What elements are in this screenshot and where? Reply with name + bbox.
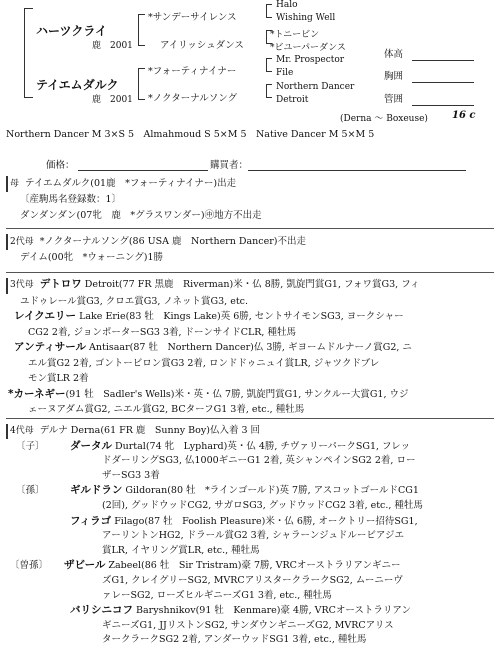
height-label: 体高 xyxy=(384,49,404,60)
fourth-dam-tag: 4代母 xyxy=(6,424,36,439)
dam-section xyxy=(6,176,494,224)
sire-meta: 鹿 2001 xyxy=(92,41,133,51)
price-label: 価格： xyxy=(46,160,75,171)
second-dam-tag: 2代母 xyxy=(6,234,36,250)
cannon-field[interactable] xyxy=(412,105,474,106)
sire-sire: *サンデーサイレンス xyxy=(148,12,237,23)
relation-label: 〔子〕 xyxy=(16,440,45,452)
descendant-name: ザビール xyxy=(64,559,106,572)
ggs-7: Northern Dancer xyxy=(276,82,355,92)
third-dam-tag: 3代母 xyxy=(6,278,36,294)
descendant-text: Durtal(74 牝 Lyphard)英・仏 4勝, チヴァリーパークSG1, フレッ xyxy=(112,440,411,452)
third-dam-name: デトロワ xyxy=(39,278,82,290)
descendant-cont: ギニーズG1, JJリストンSG2, サンダウンギニーズG2, MVRCアリス xyxy=(102,619,394,631)
descendant-text: Zabeel(86 牡 Sir Tristram)豪 7勝, VRCオーストラリアンギニー xyxy=(105,560,401,572)
progeny-name: アンティサール xyxy=(14,341,87,353)
descendant-name: フィラゴ xyxy=(70,514,112,527)
second-dam-section xyxy=(6,234,494,266)
buyer-label: 購買者： xyxy=(210,160,249,171)
progeny-cont: ェーヌアダム賞G2, ニエル賞G2, BCターフG1 3着, etc., 種牡馬 xyxy=(28,404,305,415)
price-field[interactable] xyxy=(78,170,208,171)
relation-label: 〔曽孫〕 xyxy=(10,560,49,572)
descendant-cont: ザーSG3 3着 xyxy=(102,469,160,481)
progeny-cont: CG2 2着, ジョンポーターSG3 3着, ドーンサイドCLR, 種牡馬 xyxy=(28,326,296,338)
dam-line: テイエムダルク(01鹿 *フォーティナイナー)出走 xyxy=(25,178,237,189)
family-number: 16 c xyxy=(452,110,476,121)
second-dam-foal: デイム(00牝 *ウォーニング)1勝 xyxy=(20,252,164,263)
progeny-name: レイクエリー xyxy=(14,310,77,322)
ggs-2: Wishing Well xyxy=(276,13,336,23)
inbreeding-line: Northern Dancer M 3×S 5 Almahmoud S 5×M 5 Native Dancer M 5×M 5 xyxy=(6,129,375,140)
dam-dam: *ノクターナルソング xyxy=(148,93,238,104)
ggs-1: Halo xyxy=(276,0,298,10)
descendant-name: ギルドラン xyxy=(70,484,123,497)
second-dam-line: *ノクターナルソング(86 USA 鹿 Northern Dancer)不出走 xyxy=(39,236,306,247)
descendant-cont: ズG1, クレイグリーSG2, MVRCアリスタークラークSG2, ムーニーヴ xyxy=(102,574,403,586)
pedigree-bracket-gg3 xyxy=(266,58,272,72)
third-dam-section xyxy=(6,277,494,418)
sire-name: ハーツクライ xyxy=(36,24,108,38)
progeny-text: (91 牡 Sadler's Wells)米・英・仏 7勝, 凱旋門賞G1, サンクルー大賞G1, ウジ xyxy=(65,388,409,400)
divider-3 xyxy=(6,418,494,419)
ggs-6: File xyxy=(276,68,294,78)
pedigree-bracket-sire xyxy=(24,8,33,98)
pedigree-bracket-gg1 xyxy=(266,4,272,18)
progeny-cont: モン賞LR 2着 xyxy=(28,373,89,384)
ggs-4: *ビユーパーダンス xyxy=(270,43,346,53)
descendant-cont: ァレーSG2, ローズヒルギニーズG1 3着, etc., 種牡馬 xyxy=(102,589,332,601)
descendant-cont: ドダーリングSG3, 仏1000ギニーG1 2着, 英シャンペインSG2 2着, ロー xyxy=(102,455,416,467)
divider-2 xyxy=(6,272,494,273)
progeny-text: Antisaar(87 牡 Northern Dancer)仏 3勝, ギヨームドルナーノ賞G2, ニ xyxy=(86,342,412,353)
progeny-text: Lake Erie(83 牡 Kings Lake)英 6勝, セントサイモンSG3, ヨークシャー xyxy=(76,311,404,322)
progeny-cont: エル賞G2 2着, ゴントービロン賞G3 2着, ロンドドゥニュイ賞LR, ジャツクドブレ xyxy=(28,357,380,369)
fourth-dam-header: デルナ Derna(61 FR 鹿 Sunny Boy)仏入着 3 回 xyxy=(39,425,261,436)
descendant-cont: (2回), グッドウッドCG2, サガロSG3, グッドウッドCG2 3着, etc., 種牡馬 xyxy=(102,499,423,511)
descendant-name: ダータル xyxy=(70,439,112,452)
ggs-5: Mr. Prospector xyxy=(276,55,345,65)
dam-meta: 鹿 2001 xyxy=(92,95,133,105)
girth-label: 胸囲 xyxy=(384,71,404,82)
descendant-name: バリシニコフ xyxy=(70,604,133,617)
dam-tag: 母 xyxy=(6,176,21,192)
sire-dam: アイリッシュダンス xyxy=(160,40,244,51)
buyer-field[interactable] xyxy=(248,170,466,171)
third-dam-cont: ユドゥレール賞G3, クロエ賞G3, ノネット賞G3, etc. xyxy=(20,295,248,307)
descendant-text: Filago(87 牡 Foolish Pleasure)米・仏 6勝, オークトリー招待SG1, xyxy=(111,515,418,527)
dam-foal: ダンダンダン(07牝 鹿 *グラスワンダー)㊥地方不出走 xyxy=(20,210,262,221)
relation-label: 〔孫〕 xyxy=(16,485,45,497)
descendant-cont: 賞LR, イヤリング賞LR, etc., 種牡馬 xyxy=(102,544,260,556)
progeny-name: *カーネギー xyxy=(8,387,66,400)
pedigree-bracket-gg4 xyxy=(266,84,272,98)
ggs-3: *トニービン xyxy=(270,30,320,40)
family-line: (Derna ～ Boxeuse) xyxy=(340,114,428,124)
ggs-8: Detroit xyxy=(276,95,309,105)
cannon-label: 管囲 xyxy=(384,94,404,105)
dam-name: テイエムダルク xyxy=(36,78,119,92)
descendant-text: Gildoran(80 牡 *ラインゴールド)英 7勝, アスコットゴールドCG1 xyxy=(122,485,419,497)
fourth-dam-section xyxy=(6,424,494,648)
height-field[interactable] xyxy=(412,60,474,61)
dam-sire: *フォーティナイナー xyxy=(148,66,237,77)
descendant-cont: アーリントンHG2, ドラール賞G2 3着, シャラーンジュドルービアジエ xyxy=(102,530,405,542)
girth-field[interactable] xyxy=(412,82,474,83)
pedigree-bracket-sire-parents xyxy=(138,14,145,46)
third-dam-text: Detroit(77 FR 黒鹿 Riverman)米・仏 8勝, 凱旋門賞G1, フォワ賞G3, フィ xyxy=(81,279,420,290)
pedigree-bracket-dam-parents xyxy=(138,68,145,100)
descendant-cont: タークラークSG2 2着, アンダーウッドSG1 3着, etc., 種牡馬 xyxy=(102,634,367,646)
descendant-text: Baryshnikov(91 牡 Kenmare)豪 4勝, VRCオーストラリアン xyxy=(133,605,412,617)
dam-registration: 〔産駒馬名登録数：1〕 xyxy=(20,194,122,205)
divider-1 xyxy=(6,228,494,229)
